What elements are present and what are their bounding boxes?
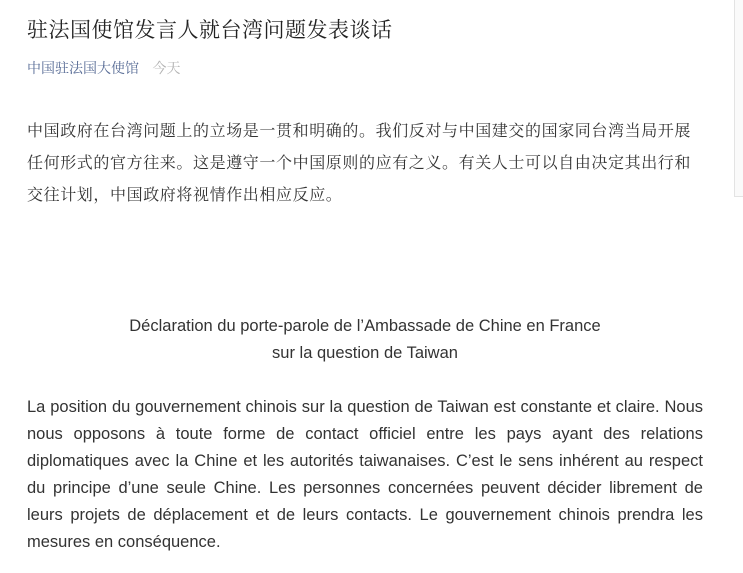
french-heading-line-1: Déclaration du porte-parole de l’Ambassade de Chine en France [129, 317, 601, 335]
scrollbar[interactable] [734, 0, 743, 197]
account-name-link[interactable]: 中国驻法国大使馆 [27, 61, 139, 77]
french-heading-line-2: sur la question de Taiwan [272, 344, 458, 362]
french-heading [27, 313, 703, 367]
article-title: 驻法国使馆发言人就台湾问题发表谈话 [27, 18, 393, 42]
french-paragraph: La position du gouvernement chinois sur la question de Taiwan est constante et claire. Nous nous opposons à toute forme de contact officiel entre les pays ayant des relations diplomatiques avec la Chine et les autorités taiwanaises. C’est le sens inhérent au respect du principe d’une seule Chine. Les personnes concernées peuvent décider librement de leurs projets de déplacement et de leurs contacts. Le gouvernement chinois prendra les mesures en conséquence. [27, 398, 703, 551]
chinese-paragraph: 中国政府在台湾问题上的立场是一贯和明确的。我们反对与中国建交的国家同台湾当局开展任何形式的官方往来。这是遵守一个中国原则的应有之义。有关人士可以自由决定其出行和交往计划，中国政府将视情作出相应反应。 [27, 121, 692, 204]
article-meta [27, 58, 180, 78]
publish-date: 今天 [152, 61, 181, 77]
